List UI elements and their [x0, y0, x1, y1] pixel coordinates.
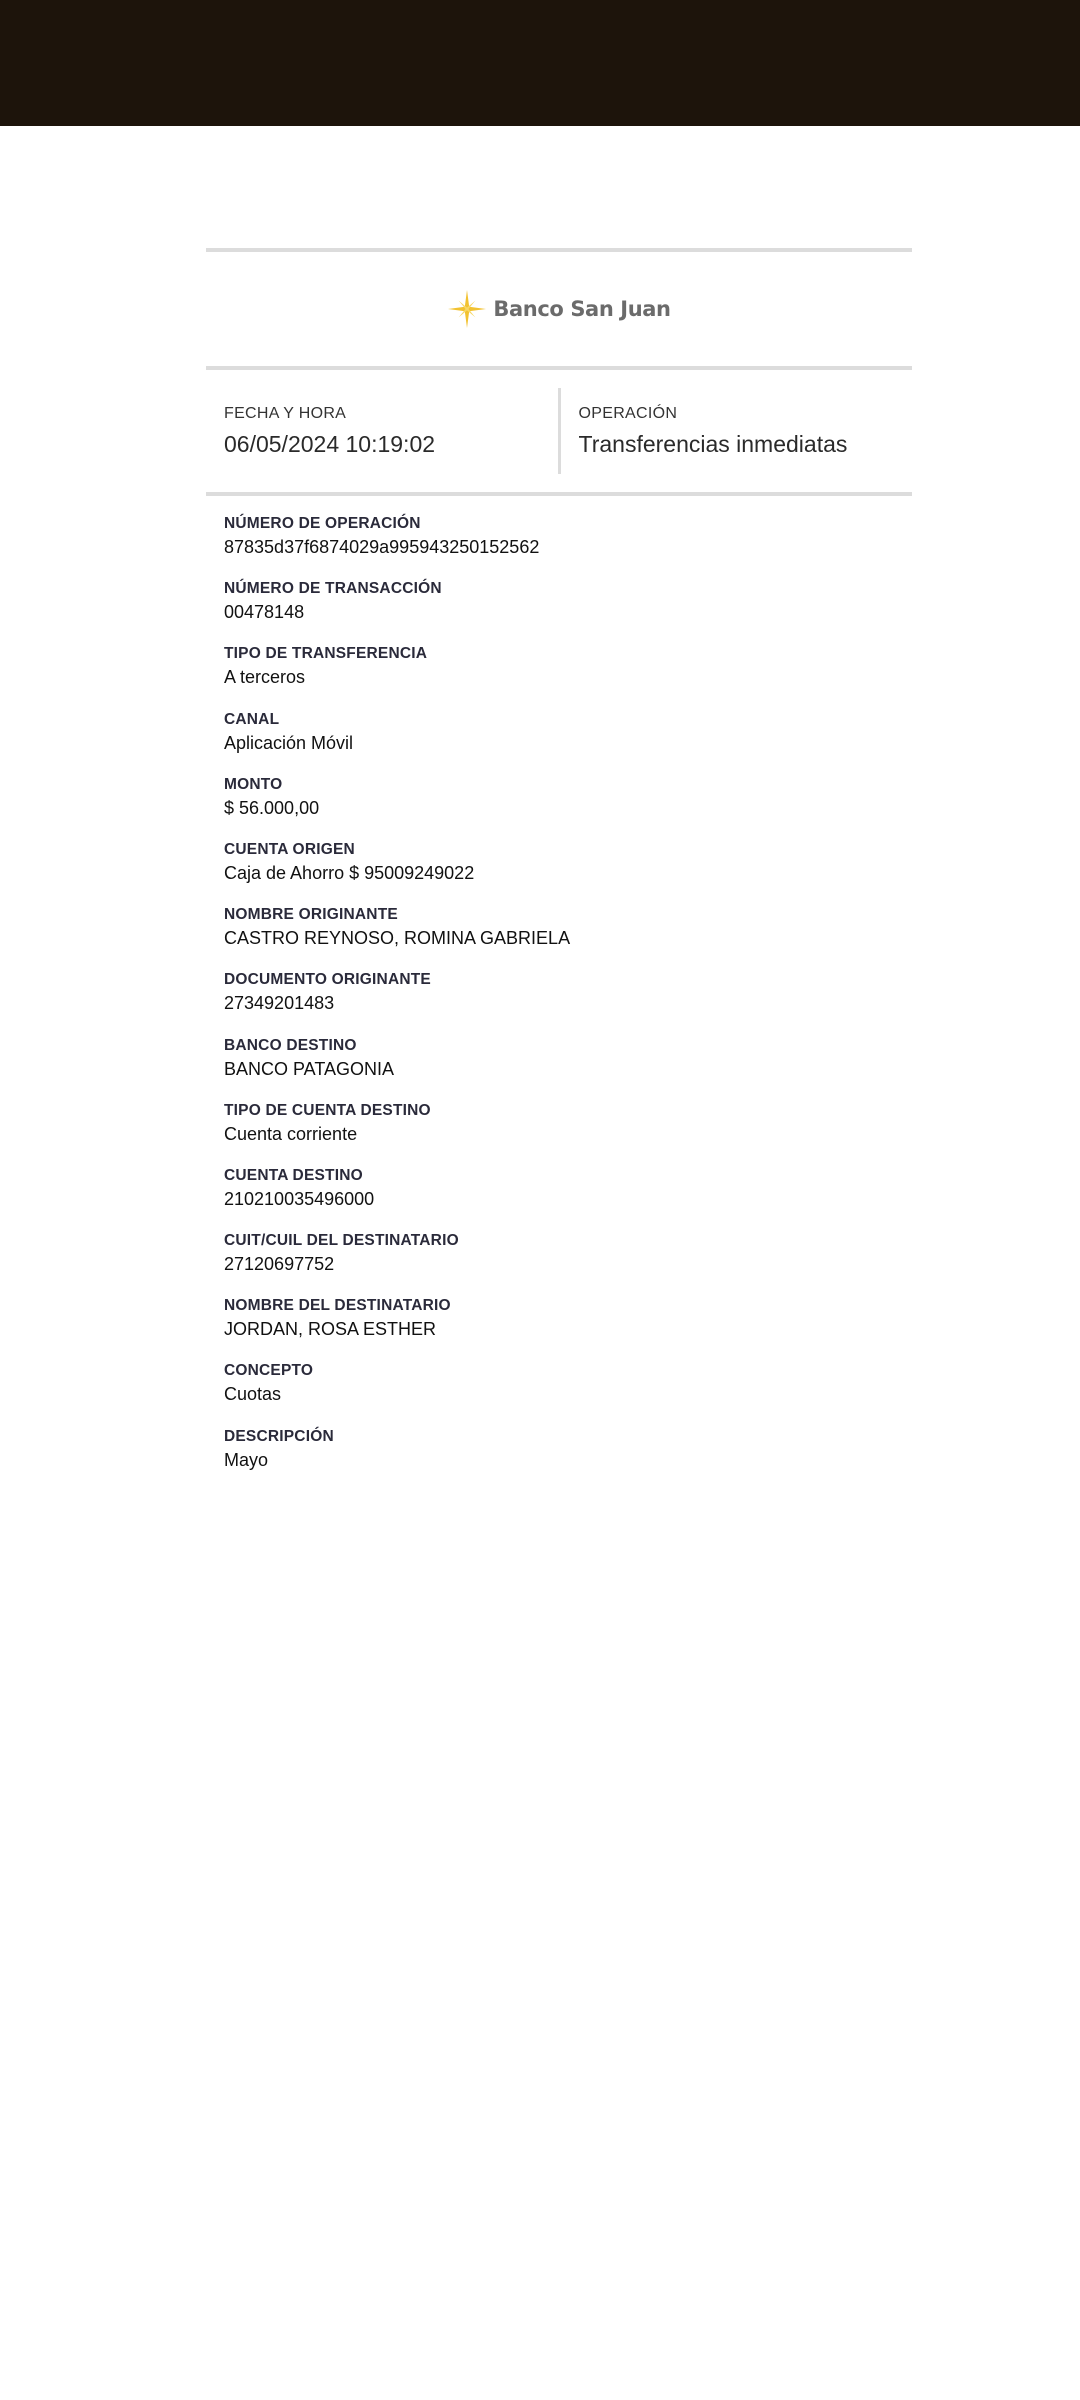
field-label: BANCO DESTINO [224, 1036, 357, 1054]
field-value: 27349201483 [224, 993, 335, 1014]
field-value: JORDAN, ROSA ESTHER [224, 1319, 437, 1340]
field-destination-bank [224, 1036, 912, 1101]
field-amount [224, 775, 912, 840]
field-label: DESCRIPCIÓN [224, 1427, 334, 1445]
field-concept [224, 1361, 912, 1426]
detail-fields [206, 496, 912, 1492]
field-label: CUENTA DESTINO [224, 1166, 363, 1184]
top-bar [0, 0, 1080, 126]
field-label: NOMBRE DEL DESTINATARIO [224, 1297, 451, 1315]
field-value: Caja de Ahorro $ 95009249022 [224, 862, 475, 883]
field-destination-account [224, 1166, 912, 1231]
field-recipient-cuit [224, 1231, 912, 1296]
field-label: TIPO DE TRANSFERENCIA [224, 645, 428, 663]
field-value: $ 56.000,00 [224, 797, 320, 818]
operation-label: OPERACIÓN [578, 404, 678, 422]
field-value: Mayo [224, 1449, 269, 1470]
field-label: MONTO [224, 775, 283, 793]
field-source-account [224, 840, 912, 905]
field-operation-number [224, 514, 912, 579]
field-channel [224, 710, 912, 775]
summary-row [206, 370, 912, 492]
field-label: NÚMERO DE TRANSACCIÓN [224, 580, 442, 598]
field-value: Cuotas [224, 1384, 282, 1405]
transfer-receipt [206, 248, 912, 1492]
field-label: CONCEPTO [224, 1362, 314, 1380]
field-description [224, 1427, 912, 1492]
field-transfer-type [224, 644, 912, 709]
field-value: BANCO PATAGONIA [224, 1058, 395, 1079]
operation-cell [561, 388, 913, 474]
field-label: TIPO DE CUENTA DESTINO [224, 1101, 431, 1119]
field-value: Cuenta corriente [224, 1123, 358, 1144]
field-value: CASTRO REYNOSO, ROMINA GABRIELA [224, 928, 571, 949]
field-recipient-name [224, 1296, 912, 1361]
field-originator-document [224, 970, 912, 1035]
logo-area [206, 252, 912, 366]
datetime-value: 06/05/2024 10:19:02 [224, 430, 436, 457]
field-label: NÚMERO DE OPERACIÓN [224, 515, 421, 532]
field-value: 00478148 [224, 602, 305, 623]
field-label: NOMBRE ORIGINANTE [224, 906, 398, 924]
datetime-label: FECHA Y HORA [224, 404, 347, 422]
field-transaction-number [224, 579, 912, 644]
field-label: DOCUMENTO ORIGINANTE [224, 971, 431, 989]
field-value: A terceros [224, 667, 306, 688]
datetime-cell [206, 388, 558, 474]
bank-name: Banco San Juan [493, 297, 671, 321]
field-label: CANAL [224, 710, 280, 728]
field-value: 210210035496000 [224, 1188, 375, 1209]
field-value: Aplicación Móvil [224, 732, 354, 753]
field-label: CUENTA ORIGEN [224, 840, 355, 858]
field-value: 87835d37f6874029a995943250152562 [224, 537, 540, 557]
operation-value: Transferencias inmediatas [578, 430, 848, 457]
star-icon [447, 289, 487, 329]
field-originator-name [224, 905, 912, 970]
field-label: CUIT/CUIL DEL DESTINATARIO [224, 1232, 459, 1250]
field-destination-account-type [224, 1101, 912, 1166]
field-value: 27120697752 [224, 1254, 335, 1275]
bank-logo [447, 289, 670, 329]
